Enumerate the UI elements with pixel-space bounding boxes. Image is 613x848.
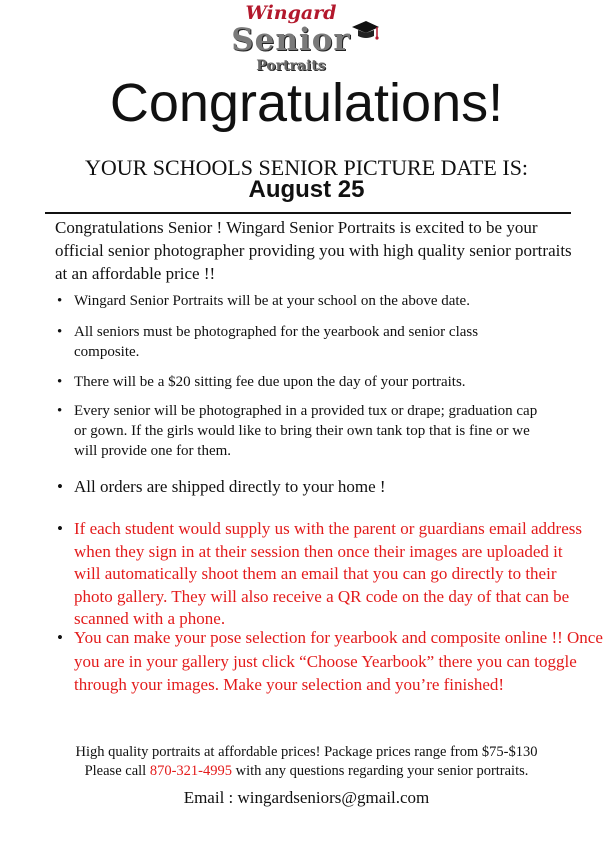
list-item-text: You can make your pose selection for yearbook and composite online !! Once you are in your gallery just click “Choose Yearbook” there you can toggle through your images. Make your selection and you’re finished! <box>74 628 603 694</box>
bullet-icon: • <box>57 628 63 647</box>
list-item-text: Every senior will be photographed in a provided tux or drape; graduation cap or gown. If the girls would like to bring their own tank top that is fine or we will provide one for them. <box>74 403 538 459</box>
list-item-text: Wingard Senior Portraits will be at your school on the above date. <box>74 293 470 309</box>
graduation-cap-icon <box>350 18 380 42</box>
bullet-icon: • <box>57 403 63 419</box>
divider <box>45 212 571 214</box>
picture-date-value: August 25 <box>248 176 365 203</box>
bullet-icon: • <box>57 293 63 309</box>
bullet-icon: • <box>57 324 63 340</box>
list-item-text: If each student would supply us with the parent or guardians email address when they sign in at their session then once their images are uploaded it will automatically shoot them an email that you can go directly to their photo gallery. They will also receive a QR code on the day of that can be scanned with a phone. <box>74 519 582 628</box>
list-item-text: All orders are shipped directly to your home ! <box>74 477 386 496</box>
footer-call-prefix: Please call <box>84 763 147 779</box>
bullet-icon: • <box>57 477 63 496</box>
list-item-text: There will be a $20 sitting fee due upon the day of your portraits. <box>74 374 466 390</box>
bullet-icon: • <box>57 519 63 538</box>
wingard-logo <box>226 2 386 80</box>
logo-brand-text: Wingard <box>245 2 337 24</box>
intro-paragraph: Congratulations Senior ! Wingard Senior Portraits is excited to be your official senior photographer providing you with high quality senior portraits at an affordable price !! <box>55 218 572 283</box>
list-item-text: All seniors must be photographed for the yearbook and senior class composite. <box>74 324 479 360</box>
footer-contact <box>0 763 613 780</box>
footer-call-suffix: with any questions regarding your senior portraits. <box>235 763 529 779</box>
bullet-icon: • <box>57 374 63 390</box>
logo-portraits-text: Portraits <box>256 58 326 74</box>
footer-prices: High quality portraits at affordable prices! Package prices range from $75-$130 <box>75 744 538 760</box>
phone-number[interactable]: 870-321-4995 <box>149 763 232 779</box>
headline: Congratulations! <box>109 73 504 133</box>
logo-senior-text: Senior <box>231 22 351 58</box>
email-line[interactable]: Email : wingardseniors@gmail.com <box>183 788 430 807</box>
picture-date-label: YOUR SCHOOLS SENIOR PICTURE DATE IS: <box>84 155 529 180</box>
